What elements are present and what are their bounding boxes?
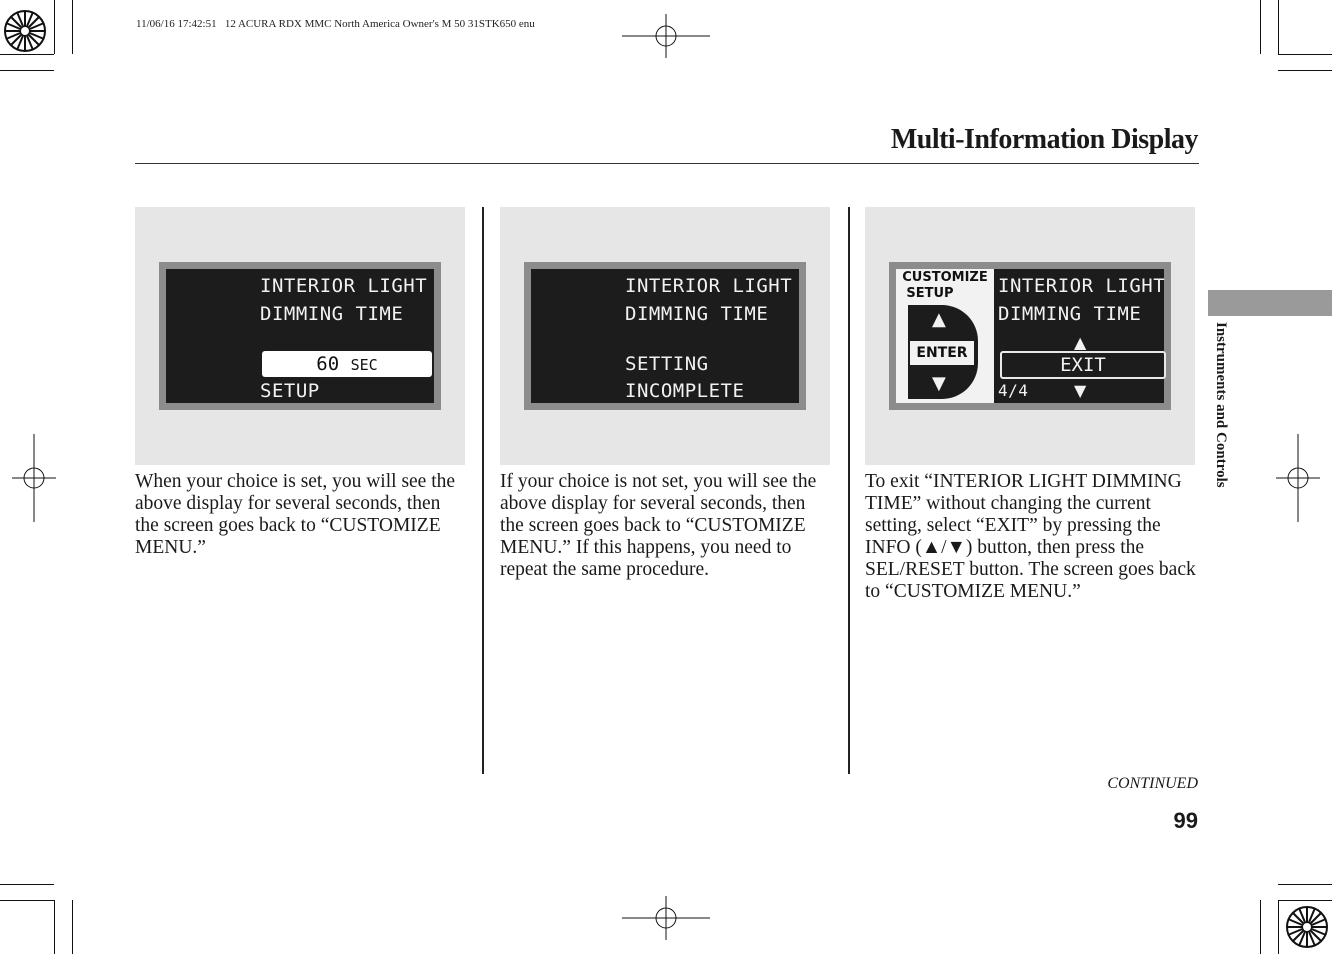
exit-option-box: EXIT bbox=[1000, 351, 1166, 379]
page-number: 99 bbox=[1173, 808, 1198, 833]
scroll-down-arrow-icon: ▼ bbox=[1074, 381, 1087, 400]
lcd-screen bbox=[531, 269, 799, 403]
registration-target-top-left-icon bbox=[2, 8, 48, 54]
display-illustration-2 bbox=[500, 207, 830, 465]
selected-value-box bbox=[262, 351, 432, 377]
column-divider-1 bbox=[482, 207, 484, 774]
customize-setup-panel bbox=[896, 269, 994, 403]
selected-unit: SEC bbox=[350, 356, 378, 374]
lcd-line-2: DIMMING TIME bbox=[625, 303, 769, 325]
lcd-frame bbox=[159, 262, 441, 410]
section-label-text: Instruments and Controls bbox=[1213, 322, 1229, 488]
lcd-line-4: SETUP bbox=[260, 380, 320, 402]
lcd-line-1: INTERIOR LIGHT bbox=[998, 275, 1166, 297]
selected-value: 60 bbox=[316, 353, 340, 375]
continued-label: CONTINUED bbox=[1107, 775, 1198, 792]
caption-3: To exit “INTERIOR LIGHT DIMMING TIME” without changing the current setting, select “EXIT” by pressing the INFO (▲/▼) button, then press the SEL/RESET button. The screen goes back to “CUSTOMIZE MENU.” bbox=[865, 471, 1196, 602]
lcd-frame bbox=[524, 262, 806, 410]
page-title: Multi-Information Display bbox=[890, 124, 1198, 155]
lcd-screen bbox=[896, 269, 1164, 403]
lcd-line-1: INTERIOR LIGHT bbox=[260, 275, 428, 297]
down-arrow-icon: ▼ bbox=[932, 373, 946, 394]
display-illustration-1 bbox=[135, 207, 465, 465]
column-divider-2 bbox=[848, 207, 850, 774]
lcd-frame bbox=[889, 262, 1171, 410]
lcd-line-4: INCOMPLETE bbox=[625, 380, 745, 402]
enter-label: ENTER bbox=[910, 341, 974, 365]
up-arrow-icon: ▲ bbox=[932, 309, 946, 330]
section-side-label bbox=[1212, 322, 1232, 534]
print-metadata: 11/06/16 17:42:51 12 ACURA RDX MMC North America Owner's M 50 31STK650 enu bbox=[136, 18, 535, 30]
crosshair-right-icon bbox=[1276, 434, 1320, 522]
panel-title-2: SETUP bbox=[906, 286, 954, 301]
lcd-line-2: DIMMING TIME bbox=[260, 303, 404, 325]
crosshair-left-icon bbox=[12, 434, 56, 522]
crosshair-bottom-icon bbox=[622, 896, 710, 940]
section-tab-marker bbox=[1208, 290, 1332, 316]
scroll-up-arrow-icon: ▲ bbox=[1074, 333, 1087, 352]
caption-2: If your choice is not set, you will see the above display for several seconds, then the screen goes back to “CUSTOMIZE MENU.” If this happens, you need to repeat the same procedure. bbox=[500, 471, 817, 580]
lcd-line-3: SETTING bbox=[625, 353, 709, 375]
display-illustration-3 bbox=[865, 207, 1195, 465]
crosshair-top-icon bbox=[622, 14, 710, 58]
lcd-line-1: INTERIOR LIGHT bbox=[625, 275, 793, 297]
page-indicator: 4/4 bbox=[998, 381, 1029, 400]
lcd-line-2: DIMMING TIME bbox=[998, 303, 1142, 325]
caption-1: When your choice is set, you will see the above display for several seconds, then the screen goes back to “CUSTOMIZE MENU.” bbox=[135, 471, 456, 558]
lcd-screen bbox=[166, 269, 434, 403]
registration-target-bottom-right-icon bbox=[1284, 904, 1330, 950]
panel-title-1: CUSTOMIZE bbox=[902, 270, 988, 285]
title-divider bbox=[135, 163, 1199, 164]
